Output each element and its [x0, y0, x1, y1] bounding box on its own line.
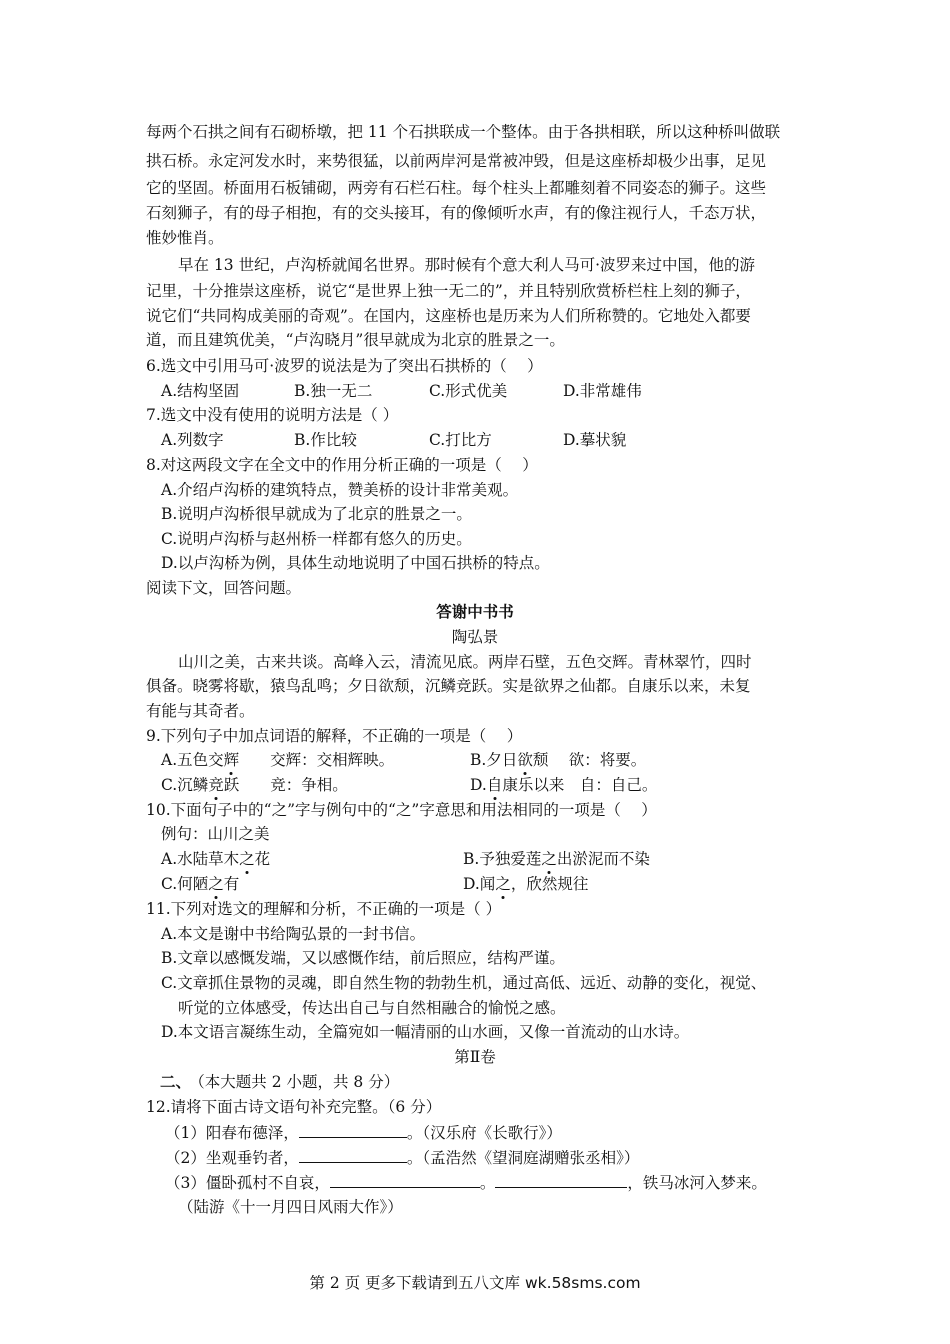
poem-title: 答谢中书书 — [436, 603, 514, 621]
q8-option-d: D.以卢沟桥为例，具体生动地说明了中国石拱桥的特点。 — [161, 554, 550, 572]
question-9-stem: 9.下列句子中加点词语的解释，不正确的一项是（ ） — [146, 727, 523, 745]
q7-option-c: C.打比方 — [429, 431, 492, 449]
passage-line: 它的坚固。桥面用石板铺砌，两旁有石栏石柱。每个柱头上都雕刻着不同姿态的狮子。这些 — [146, 179, 767, 197]
q8-option-b: B.说明卢沟桥很早就成为了北京的胜景之一。 — [161, 505, 472, 523]
poem-line: 俱备。晓雾将歇，猿鸟乱鸣；夕日欲颓，沉鳞竞跃。实是欲界之仙都。自康乐以来，未复 — [146, 677, 751, 695]
q7-option-b: B.作比较 — [294, 431, 357, 449]
question-12-stem: 12.请将下面古诗文语句补充完整。（6 分） — [146, 1098, 442, 1116]
q6-option-d: D.非常雄伟 — [563, 382, 642, 400]
answer-blank[interactable] — [299, 1122, 407, 1138]
q6-option-b: B.独一无二 — [294, 382, 373, 400]
q8-option-c: C.说明卢沟桥与赵州桥一样都有悠久的历史。 — [161, 530, 472, 548]
passage-line: 道，而且建筑优美，“卢沟晓月”很早就成为北京的胜景之一。 — [146, 331, 565, 349]
q6-option-a: A.结构坚固 — [161, 382, 240, 400]
q10-option-c: C.何陋之有 — [161, 875, 240, 893]
poem-line: 有能与其奇者。 — [146, 702, 255, 720]
q12-item-1: （1）阳春布德泽， 。（汉乐府《长歌行》） — [165, 1124, 562, 1142]
q7-option-d: D.摹状貌 — [563, 431, 627, 449]
passage-line: 石刻狮子，有的母子相抱，有的交头接耳，有的像倾听水声，有的像注视行人，千态万状， — [146, 204, 767, 222]
q10-example: 例句：山川之美 — [161, 825, 270, 843]
question-6-stem: 6.选文中引用马可·波罗的说法是为了突出石拱桥的（ ） — [146, 357, 543, 375]
q11-option-c-cont: 听觉的立体感受，传达出自己与自然相融合的愉悦之感。 — [178, 999, 566, 1017]
q7-option-a: A.列数字 — [161, 431, 224, 449]
answer-blank[interactable] — [495, 1172, 627, 1188]
q11-option-c: C.文章抓住景物的灵魂，即自然生物的勃勃生机，通过高低、远近、动静的变化，视觉、 — [161, 974, 767, 992]
answer-blank[interactable] — [299, 1147, 407, 1163]
q10-option-d: D.闻之，欣然规往 — [463, 875, 589, 893]
passage-line: 惟妙惟肖。 — [146, 229, 224, 247]
page-footer: 第 2 页 更多下载请到五八文库 wk.58sms.com — [309, 1274, 641, 1292]
q11-option-b: B.文章以感慨发端，又以感慨作结，前后照应，结构严谨。 — [161, 949, 565, 967]
read-instruction: 阅读下文，回答问题。 — [146, 579, 302, 597]
question-8-stem: 8.对这两段文字在全文中的作用分析正确的一项是（ ） — [146, 456, 538, 474]
passage-line: 说它们“共同构成美丽的奇观”。在国内，这座桥也是历来为人们所称赞的。它地处入都要 — [146, 307, 751, 325]
q6-option-c: C.形式优美 — [429, 382, 508, 400]
passage-line: 记里，十分推崇这座桥，说它“是世界上独一无二的”，并且特别欣赏桥栏柱上刻的狮子， — [146, 282, 751, 300]
q12-item-3: （3）僵卧孤村不自哀， 。 ，铁马冰河入梦来。 — [165, 1174, 767, 1192]
q12-item-2: （2）坐观垂钓者， 。（孟浩然《望洞庭湖赠张丞相》） — [165, 1149, 640, 1167]
question-11-stem: 11.下列对选文的理解和分析，不正确的一项是（ ） — [146, 900, 502, 918]
q9-option-b: B.夕日欲颓 欲：将要。 — [470, 751, 647, 769]
q11-option-a: A.本文是谢中书给陶弘景的一封书信。 — [161, 925, 426, 943]
q10-option-b: B.予独爱莲之出淤泥而不染 — [463, 850, 650, 868]
q11-option-d: D.本文语言凝练生动，全篇宛如一幅清丽的山水画，又像一首流动的山水诗。 — [161, 1023, 690, 1041]
passage-line: 早在 13 世纪，卢沟桥就闻名世界。那时候有个意大利人马可·波罗来过中国，他的游 — [178, 256, 756, 274]
question-10-stem: 10.下面句子中的“之”字与例句中的“之”字意思和用法相同的一项是（ ） — [146, 801, 657, 819]
q9-option-a: A.五色交辉 交辉：交相辉映。 — [161, 751, 395, 769]
section-heading: 第Ⅱ卷 — [454, 1048, 496, 1066]
answer-blank[interactable] — [330, 1172, 480, 1188]
q12-item-3-source: （陆游《十一月四日风雨大作》） — [178, 1198, 403, 1216]
q10-option-a: A.水陆草木之花 — [161, 850, 271, 868]
part-heading: 二、 （本大题共 2 小题，共 8 分） — [160, 1072, 400, 1091]
q9-option-d: D.自康乐以来 自：自己。 — [470, 776, 658, 794]
poem-author: 陶弘景 — [451, 628, 499, 646]
question-7-stem: 7.选文中没有使用的说明方法是（ ） — [146, 406, 399, 424]
poem-line: 山川之美，古来共谈。高峰入云，清流见底。两岸石壁，五色交辉。青林翠竹，四时 — [178, 653, 752, 671]
footer-site-link[interactable]: wk.58sms.com — [524, 1274, 641, 1292]
passage-line: 每两个石拱之间有石砌桥墩，把 11 个石拱联成一个整体。由于各拱相联，所以这种桥叫做联 — [146, 123, 781, 141]
q8-option-a: A.介绍卢沟桥的建筑特点，赞美桥的设计非常美观。 — [161, 481, 519, 499]
q9-option-c: C.沉鳞竞跃 竞：争相。 — [161, 776, 348, 794]
passage-line: 拱石桥。永定河发水时，来势很猛，以前两岸河是常被冲毁，但是这座桥却极少出事，足见 — [146, 152, 767, 170]
